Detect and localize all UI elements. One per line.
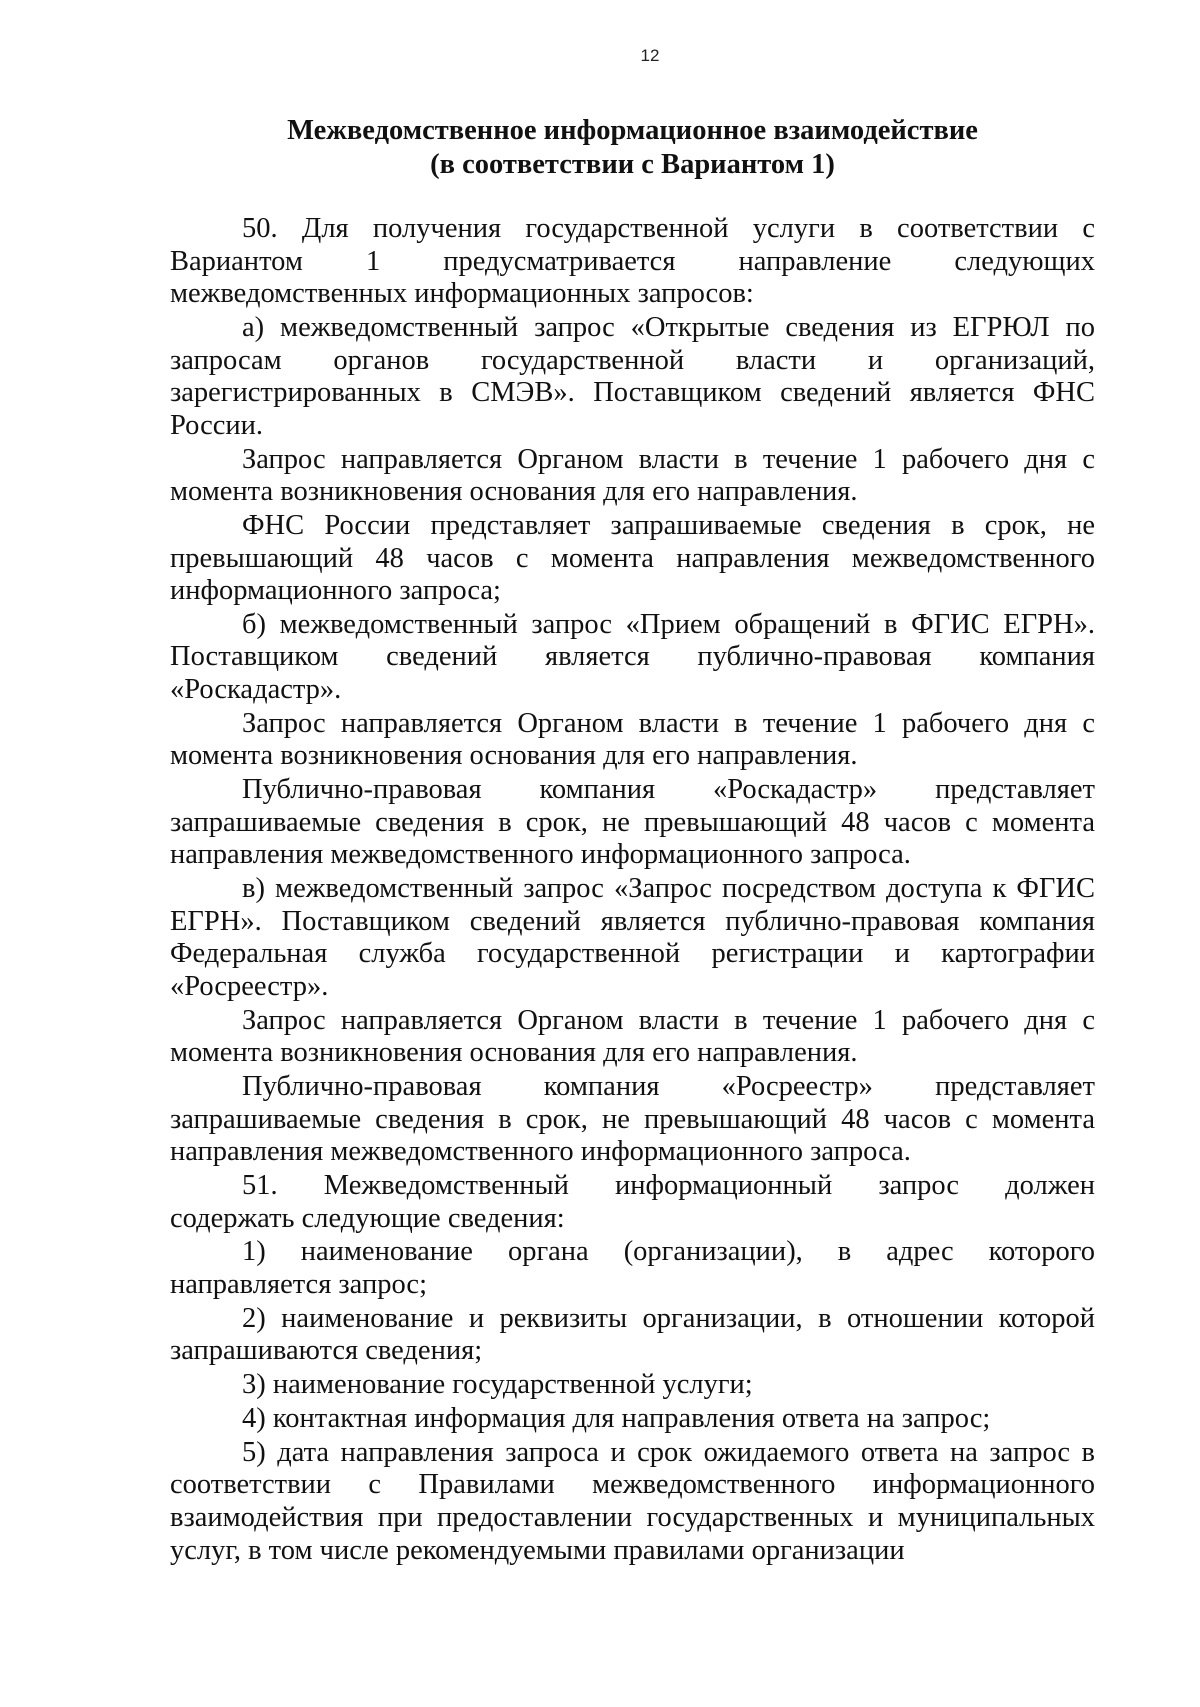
page-number: 12 — [640, 46, 660, 65]
text-line: Запрос направляется Органом власти в течение 1 рабочего дня с — [242, 1004, 1095, 1036]
paragraph — [170, 444, 1095, 509]
text-line: запрашиваются сведения; — [170, 1335, 483, 1367]
text-line: взаимодействия при предоставлении государственных и муниципальных — [170, 1501, 1095, 1533]
text-line: направления межведомственного информационного запроса. — [170, 839, 911, 871]
paragraph — [170, 708, 1095, 773]
text-line: услуг, в том числе рекомендуемыми правилами организации — [170, 1534, 905, 1566]
text-line: 50. Для получения государственной услуги в соответствии с — [242, 213, 1095, 244]
text-line: ФНС России представляет запрашиваемые сведения в срок, не — [242, 509, 1095, 541]
text-line: зарегистрированных в СМЭВ». Поставщиком сведений является ФНС — [170, 377, 1095, 409]
paragraph — [170, 1303, 1095, 1368]
paragraph — [170, 1005, 1095, 1070]
text-line: содержать следующие сведения: — [170, 1202, 565, 1234]
text-line: запросам органов государственной власти и организаций, — [170, 344, 1095, 376]
text-line: «Росреестр». — [170, 970, 329, 1002]
paragraph — [170, 1403, 1095, 1436]
text-line: направления межведомственного информационного запроса. — [170, 1136, 911, 1168]
paragraph — [170, 312, 1095, 442]
text-line: соответствии с Правилами межведомственного информационного — [170, 1469, 1095, 1501]
text-line: момента возникновения основания для его направления. — [170, 740, 858, 772]
section-heading — [170, 114, 1095, 182]
text-line: Вариантом 1 предусматривается направление следующих — [170, 245, 1095, 277]
paragraph — [170, 510, 1095, 608]
text-line: межведомственных информационных запросов: — [170, 278, 754, 310]
paragraph — [170, 1170, 1095, 1235]
text-line: запрашиваемые сведения в срок, не превышающий 48 часов с момента — [170, 806, 1095, 838]
text-line: б) межведомственный запрос «Прием обращений в ФГИС ЕГРН». — [242, 608, 1095, 640]
paragraph — [170, 1369, 1095, 1402]
text-line: Запрос направляется Органом власти в течение 1 рабочего дня с — [242, 707, 1095, 739]
text-line: информационного запроса; — [170, 575, 501, 607]
text-line: момента возникновения основания для его направления. — [170, 476, 858, 508]
text-line: «Роскадастр». — [170, 674, 342, 706]
text-line: запрашиваемые сведения в срок, не превышающий 48 часов с момента — [170, 1103, 1095, 1135]
text-line: Публично-правовая компания «Росреестр» представляет — [242, 1071, 1095, 1103]
paragraph — [170, 1071, 1095, 1169]
text-line: направляется запрос; — [170, 1269, 427, 1301]
paragraph — [170, 774, 1095, 872]
section-heading-line-1: Межведомственное информационное взаимодействие — [287, 115, 978, 146]
text-line: 1) наименование органа (организации), в адрес которого — [242, 1236, 1095, 1268]
text-line: в) межведомственный запрос «Запрос посредством доступа к ФГИС — [242, 873, 1095, 905]
text-line: 3) наименование государственной услуги; — [242, 1369, 753, 1401]
text-line: момента возникновения основания для его направления. — [170, 1037, 858, 1069]
text-line: России. — [170, 409, 264, 441]
text-line: а) межведомственный запрос «Открытые сведения из ЕГРЮЛ по — [242, 311, 1095, 343]
paragraph — [170, 213, 1095, 311]
text-line: Поставщиком сведений является публично-правовая компания — [170, 641, 1095, 673]
text-line: 5) дата направления запроса и срок ожидаемого ответа на запрос в — [242, 1436, 1095, 1468]
paragraph — [170, 609, 1095, 707]
section-heading-line-2: (в соответствии с Вариантом 1) — [430, 149, 835, 180]
text-line: 51. Межведомственный информационный запрос должен — [242, 1170, 1095, 1202]
text-line: ЕГРН». Поставщиком сведений является публично-правовая компания — [170, 905, 1095, 937]
text-line: Публично-правовая компания «Роскадастр» представляет — [242, 774, 1095, 806]
text-line: превышающий 48 часов с момента направления межведомственного — [170, 542, 1095, 574]
text-line: 2) наименование и реквизиты организации, в отношении которой — [242, 1302, 1095, 1334]
paragraph — [170, 873, 1095, 1003]
paragraph — [170, 1437, 1095, 1567]
text-line: Запрос направляется Органом власти в течение 1 рабочего дня с — [242, 443, 1095, 475]
text-line: 4) контактная информация для направления ответа на запрос; — [242, 1403, 991, 1434]
text-line: Федеральная служба государственной регистрации и картографии — [170, 938, 1095, 970]
paragraph — [170, 1236, 1095, 1301]
document-body — [170, 213, 1095, 1567]
